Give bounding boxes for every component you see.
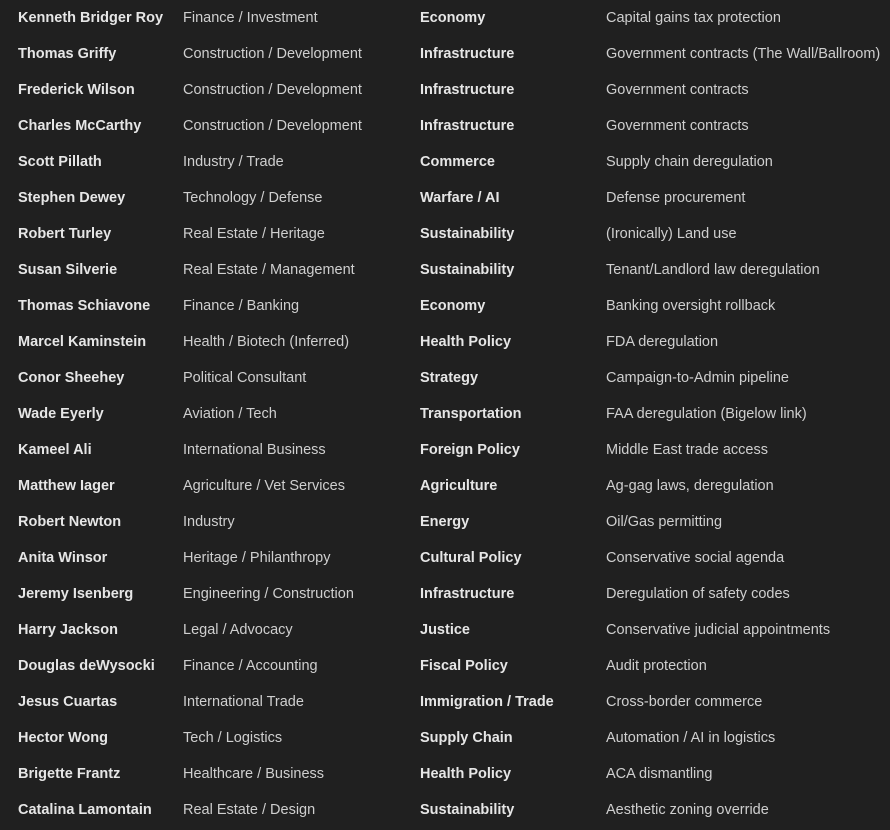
policy-area: Supply Chain <box>420 730 513 746</box>
policy-area: Immigration / Trade <box>420 694 554 710</box>
table-row <box>0 324 890 360</box>
person-name: Harry Jackson <box>18 622 118 638</box>
sector: International Business <box>183 442 326 458</box>
table-row <box>0 108 890 144</box>
policy-area: Cultural Policy <box>420 550 522 566</box>
person-name: Frederick Wilson <box>18 82 135 98</box>
interest: Cross-border commerce <box>606 694 763 710</box>
person-name: Kameel Ali <box>18 442 92 458</box>
policy-area: Economy <box>420 10 486 26</box>
table-row <box>0 432 890 468</box>
interest: Conservative social agenda <box>606 550 785 566</box>
interest: (Ironically) Land use <box>606 226 737 242</box>
interest: Government contracts <box>606 118 749 134</box>
person-name: Thomas Griffy <box>18 46 117 62</box>
table-row <box>0 360 890 396</box>
person-name: Robert Newton <box>18 514 122 530</box>
interest: Audit protection <box>606 658 707 674</box>
sector: Real Estate / Management <box>183 262 355 278</box>
person-name: Jesus Cuartas <box>18 694 118 710</box>
person-name: Wade Eyerly <box>18 406 104 422</box>
policy-area: Justice <box>420 622 470 638</box>
table-row <box>0 36 890 72</box>
policy-area: Fiscal Policy <box>420 658 508 674</box>
policy-area: Strategy <box>420 370 479 386</box>
person-name: Kenneth Bridger Roy <box>18 10 164 26</box>
table-row <box>0 720 890 756</box>
interest: Tenant/Landlord law deregulation <box>606 262 820 278</box>
policy-area: Health Policy <box>420 334 512 350</box>
sector: Engineering / Construction <box>183 586 354 602</box>
sector: Aviation / Tech <box>183 406 277 422</box>
sector: Tech / Logistics <box>183 730 283 746</box>
table-row <box>0 72 890 108</box>
person-name: Scott Pillath <box>18 154 102 170</box>
policy-area: Infrastructure <box>420 586 515 602</box>
policy-area: Agriculture <box>420 478 498 494</box>
policy-area: Infrastructure <box>420 118 515 134</box>
interest: Banking oversight rollback <box>606 298 776 314</box>
policy-area: Infrastructure <box>420 82 515 98</box>
table-row <box>0 216 890 252</box>
table-row <box>0 144 890 180</box>
table-row <box>0 396 890 432</box>
policy-area: Energy <box>420 514 470 530</box>
table-row <box>0 180 890 216</box>
sector: Legal / Advocacy <box>183 622 293 638</box>
sector: Agriculture / Vet Services <box>183 478 345 494</box>
person-name: Jeremy Isenberg <box>18 586 134 602</box>
policy-area: Warfare / AI <box>420 190 500 206</box>
policy-area: Commerce <box>420 154 495 170</box>
table-row <box>0 0 890 36</box>
table-row <box>0 684 890 720</box>
interest: Defense procurement <box>606 190 746 206</box>
interest: Capital gains tax protection <box>606 10 781 26</box>
interest: Campaign-to-Admin pipeline <box>606 370 789 386</box>
person-name: Anita Winsor <box>18 550 108 566</box>
interest: ACA dismantling <box>606 766 713 782</box>
person-name: Susan Silverie <box>18 262 118 278</box>
policy-area: Economy <box>420 298 486 314</box>
sector: Industry / Trade <box>183 154 284 170</box>
person-name: Hector Wong <box>18 730 108 746</box>
interest: Automation / AI in logistics <box>606 730 776 746</box>
table-row <box>0 792 890 828</box>
sector: Healthcare / Business <box>183 766 325 782</box>
person-name: Brigette Frantz <box>18 766 121 782</box>
table-row <box>0 648 890 684</box>
interest: Government contracts <box>606 82 749 98</box>
interest: Government contracts (The Wall/Ballroom) <box>606 46 881 62</box>
sector: Political Consultant <box>183 370 307 386</box>
interest: Ag-gag laws, deregulation <box>606 478 774 494</box>
sector: Health / Biotech (Inferred) <box>183 334 350 350</box>
person-name: Matthew Iager <box>18 478 115 494</box>
interest: Aesthetic zoning override <box>606 802 769 818</box>
sector: Technology / Defense <box>183 190 323 206</box>
person-name: Charles McCarthy <box>18 118 142 134</box>
sector: Finance / Accounting <box>183 658 318 674</box>
table-row <box>0 612 890 648</box>
policy-area: Transportation <box>420 406 522 422</box>
person-name: Robert Turley <box>18 226 112 242</box>
table-row <box>0 756 890 792</box>
table-row <box>0 576 890 612</box>
interest: Oil/Gas permitting <box>606 514 723 530</box>
policy-area: Sustainability <box>420 802 515 818</box>
sector: Construction / Development <box>183 118 362 134</box>
policy-area: Foreign Policy <box>420 442 520 458</box>
table-row <box>0 288 890 324</box>
interest: FDA deregulation <box>606 334 719 350</box>
table-row <box>0 252 890 288</box>
sector: Construction / Development <box>183 46 362 62</box>
sector: Finance / Banking <box>183 298 300 314</box>
person-name: Stephen Dewey <box>18 190 126 206</box>
person-name: Marcel Kaminstein <box>18 334 147 350</box>
sector: International Trade <box>183 694 304 710</box>
interest: Supply chain deregulation <box>606 154 773 170</box>
sector: Real Estate / Heritage <box>183 226 325 242</box>
policy-area: Sustainability <box>420 226 515 242</box>
policy-area: Health Policy <box>420 766 512 782</box>
interest: FAA deregulation (Bigelow link) <box>606 406 807 422</box>
interest: Conservative judicial appointments <box>606 622 831 638</box>
sector: Finance / Investment <box>183 10 318 26</box>
sector: Industry <box>183 514 235 530</box>
table-row <box>0 504 890 540</box>
policy-area: Infrastructure <box>420 46 515 62</box>
person-name: Catalina Lamontain <box>18 802 152 818</box>
policy-area: Sustainability <box>420 262 515 278</box>
table-row <box>0 540 890 576</box>
table-row <box>0 468 890 504</box>
interest: Deregulation of safety codes <box>606 586 790 602</box>
sector: Construction / Development <box>183 82 362 98</box>
person-name: Conor Sheehey <box>18 370 125 386</box>
person-name: Thomas Schiavone <box>18 298 151 314</box>
interest: Middle East trade access <box>606 442 768 458</box>
person-name: Douglas deWysocki <box>18 658 155 674</box>
sector: Real Estate / Design <box>183 802 316 818</box>
sector: Heritage / Philanthropy <box>183 550 331 566</box>
